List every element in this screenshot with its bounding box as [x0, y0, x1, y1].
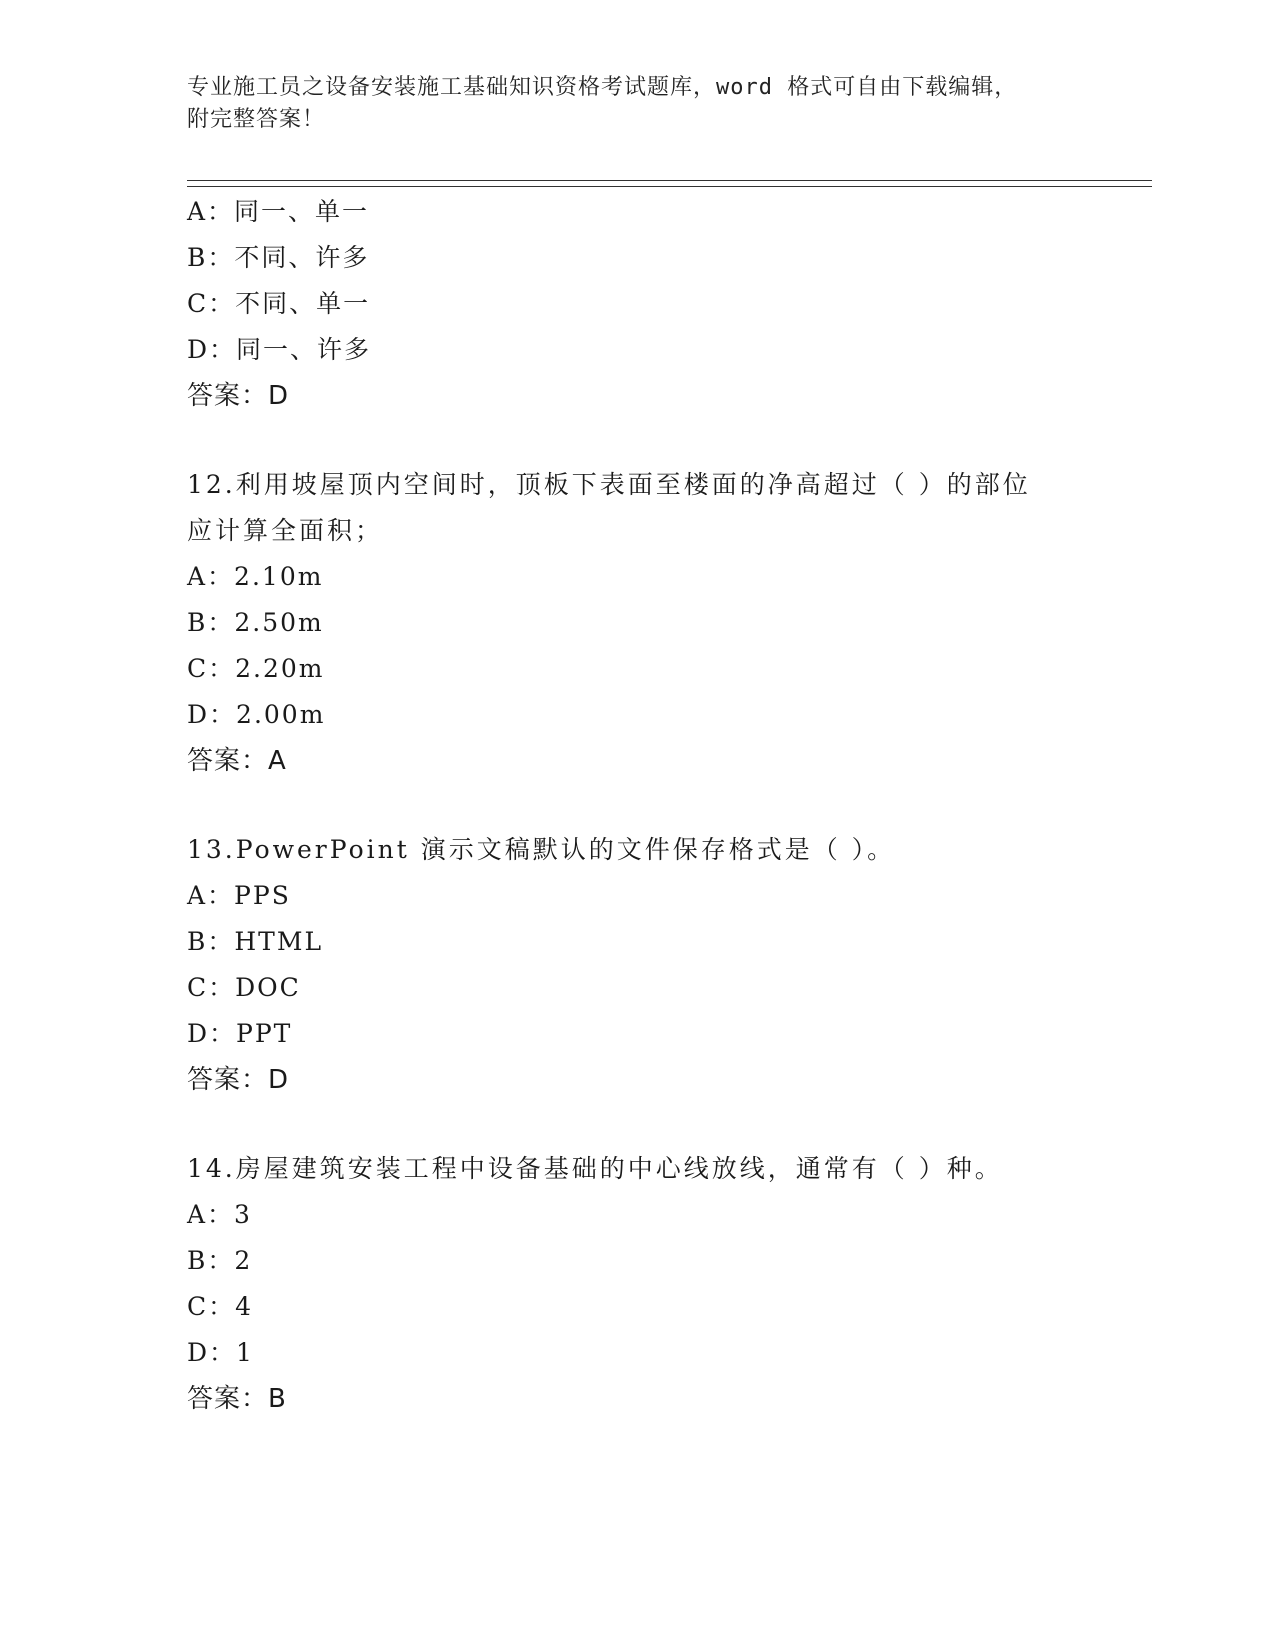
question-text-line-2: 应计算全面积；	[187, 516, 384, 545]
option-b: B：2	[187, 1246, 253, 1275]
document-header	[187, 72, 1087, 136]
question-13	[187, 827, 1137, 1103]
spacer	[187, 784, 1137, 827]
option-d: D：1	[187, 1338, 254, 1367]
question-text-line-1: 12.利用坡屋顶内空间时，顶板下表面至楼面的净高超过（ ）的部位	[187, 470, 1031, 499]
option-a: A：2.10m	[187, 562, 324, 591]
option-a: A：PPS	[187, 881, 291, 910]
question-14	[187, 1146, 1137, 1422]
option-d: D：同一、许多	[187, 335, 372, 364]
question-text-line-1: 13.PowerPoint 演示文稿默认的文件保存格式是（ ）。	[187, 835, 896, 864]
question-12	[187, 462, 1137, 784]
option-d: D：PPT	[187, 1019, 293, 1048]
header-rule-bottom	[187, 186, 1152, 187]
option-a: A：3	[187, 1200, 252, 1229]
option-c: C：4	[187, 1292, 254, 1321]
answer: 答案：D	[187, 1065, 290, 1095]
option-b: B：HTML	[187, 927, 324, 956]
question-text-line-1: 14.房屋建筑安装工程中设备基础的中心线放线，通常有（ ）种。	[187, 1154, 1003, 1183]
header-rule-top	[187, 180, 1152, 181]
answer: 答案：A	[187, 746, 287, 776]
spacer	[187, 1103, 1137, 1146]
option-d: D：2.00m	[187, 700, 326, 729]
header-line-1: 专业施工员之设备安装施工基础知识资格考试题库，word 格式可自由下载编辑，	[187, 75, 1018, 100]
option-b: B：2.50m	[187, 608, 324, 637]
option-b: B：不同、许多	[187, 243, 370, 272]
answer: 答案：D	[187, 381, 290, 411]
question-list	[187, 189, 1137, 1422]
spacer	[187, 419, 1137, 462]
option-a: A：同一、单一	[187, 197, 370, 226]
option-c: C：2.20m	[187, 654, 325, 683]
option-c: C：不同、单一	[187, 289, 371, 318]
question-11	[187, 189, 1137, 419]
header-line-2: 附完整答案！	[187, 107, 326, 132]
answer: 答案：B	[187, 1384, 287, 1414]
option-c: C：DOC	[187, 973, 301, 1002]
